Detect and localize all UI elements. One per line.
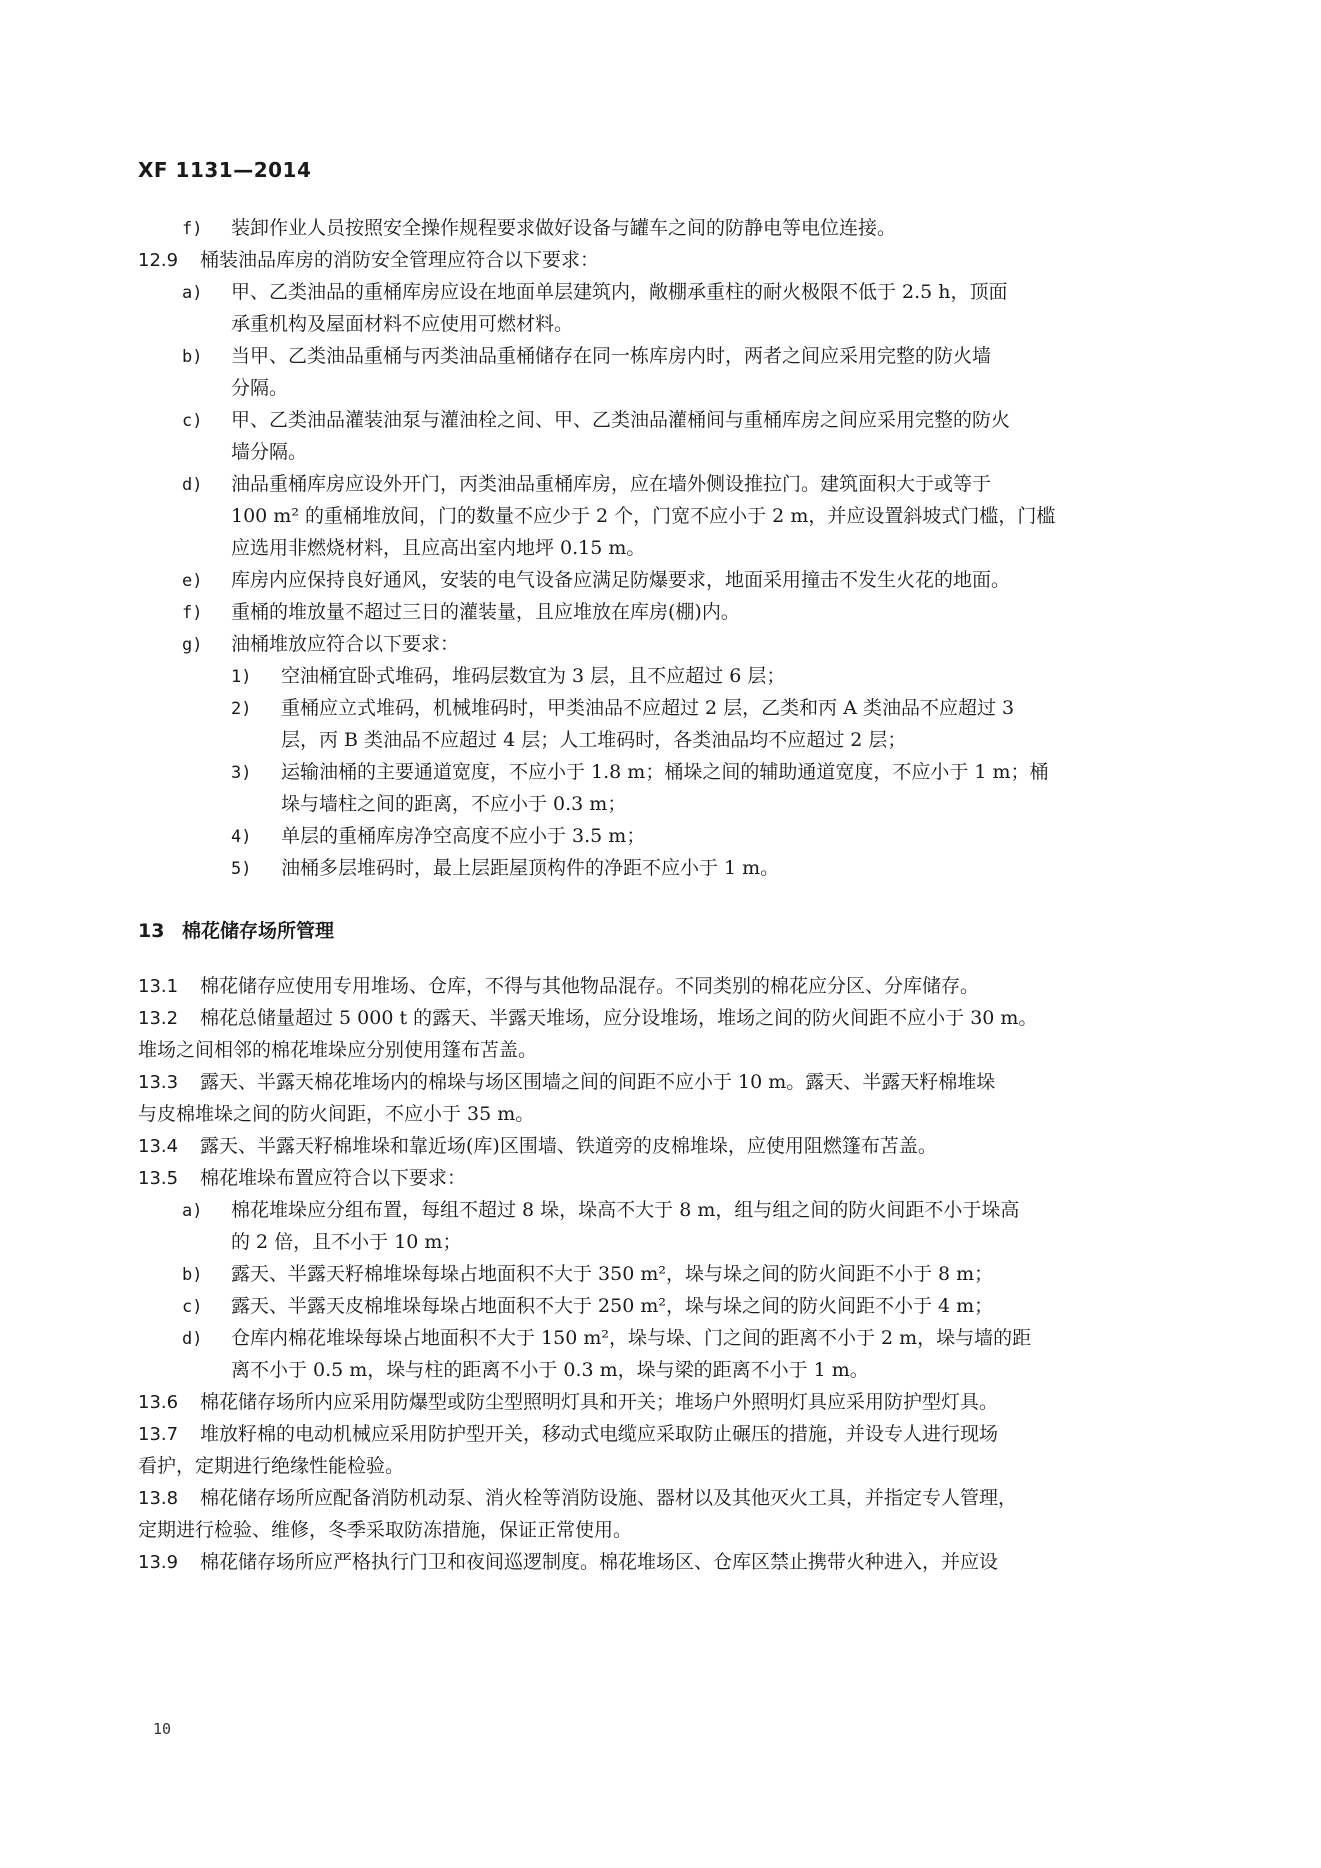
clause-text: 棉花储存场所应严格执行门卫和夜间巡逻制度。棉花堆场区、仓库区禁止携带火种进入，并应设 xyxy=(200,1551,999,1573)
sub-item-text: 重桶应立式堆码，机械堆码时，甲类油品不应超过 2 层，乙类和丙 A 类油品不应超过 3 xyxy=(281,697,1015,719)
item-label: f) xyxy=(182,219,203,239)
item-continuation: 墙分隔。 xyxy=(231,441,308,463)
section-heading xyxy=(138,914,1168,948)
list-item xyxy=(138,212,1168,244)
item-continuation: 100 m² 的重桶堆放间，门的数量不应少于 2 个，门宽不应小于 2 m，并应设置斜坡式门槛，门槛 xyxy=(231,505,1056,527)
sub-item-label: 3) xyxy=(231,763,252,783)
list-item xyxy=(138,1258,1168,1290)
item-label: g) xyxy=(182,635,203,655)
clause-number: 13.8 xyxy=(138,1488,179,1509)
item-text: 装卸作业人员按照安全操作规程要求做好设备与罐车之间的防静电等电位连接。 xyxy=(231,217,897,239)
clause-text: 棉花储存应使用专用堆场、仓库，不得与其他物品混存。不同类别的棉花应分区、分库储存。 xyxy=(200,975,980,997)
clause xyxy=(138,1482,1168,1514)
item-label: c) xyxy=(182,411,203,431)
list-item xyxy=(138,1290,1168,1322)
clause-continuation: 与皮棉堆垛之间的防火间距，不应小于 35 m。 xyxy=(138,1103,535,1125)
clause xyxy=(138,1546,1168,1578)
clause-number: 12.9 xyxy=(138,250,179,271)
sub-item-text: 运输油桶的主要通道宽度，不应小于 1.8 m；桶垛之间的辅助通道宽度，不应小于 1 m；桶 xyxy=(281,761,1049,783)
clause-text: 棉花堆垛布置应符合以下要求： xyxy=(200,1167,467,1189)
list-item xyxy=(138,1322,1168,1354)
clause xyxy=(138,1130,1168,1162)
sub-item-label: 4) xyxy=(231,827,252,847)
clause-text: 桶装油品库房的消防安全管理应符合以下要求： xyxy=(200,249,600,271)
sub-item-continuation: 层，丙 B 类油品不应超过 4 层；人工堆码时，各类油品均不应超过 2 层； xyxy=(281,729,907,751)
item-label: a) xyxy=(182,1201,203,1221)
list-item xyxy=(138,596,1168,628)
item-continuation: 分隔。 xyxy=(231,377,289,399)
item-text: 露天、半露天籽棉堆垛每垛占地面积不大于 350 m²，垛与垛之间的防火间距不小于 8 m； xyxy=(231,1263,994,1285)
section-title: 棉花储存场所管理 xyxy=(182,920,335,942)
clause xyxy=(138,1162,1168,1194)
sub-item xyxy=(138,820,1168,852)
sub-item xyxy=(138,756,1168,788)
clause-number: 13.5 xyxy=(138,1168,179,1189)
item-text: 仓库内棉花堆垛每垛占地面积不大于 150 m²，垛与垛、门之间的距离不小于 2 m，垛与墙的距 xyxy=(231,1327,1032,1349)
clause xyxy=(138,1002,1168,1034)
clause xyxy=(138,1386,1168,1418)
clause xyxy=(138,970,1168,1002)
item-continuation: 承重机构及屋面材料不应使用可燃材料。 xyxy=(231,313,574,335)
item-label: d) xyxy=(182,1329,203,1349)
sub-item-continuation: 垛与墙柱之间的距离，不应小于 0.3 m； xyxy=(281,793,627,815)
item-label: b) xyxy=(182,347,203,367)
list-item xyxy=(138,276,1168,308)
item-text: 油品重桶库房应设外开门，丙类油品重桶库房，应在墙外侧设推拉门。建筑面积大于或等于 xyxy=(231,473,992,495)
item-text: 露天、半露天皮棉堆垛每垛占地面积不大于 250 m²，垛与垛之间的防火间距不小于 4 m； xyxy=(231,1295,994,1317)
clause-number: 13.2 xyxy=(138,1008,179,1029)
clause xyxy=(138,1066,1168,1098)
clause-text: 堆放籽棉的电动机械应采用防护型开关，移动式电缆应采取防止碾压的措施，并设专人进行现场 xyxy=(200,1423,999,1445)
item-label: c) xyxy=(182,1297,203,1317)
clause-number: 13.6 xyxy=(138,1392,179,1413)
item-text: 当甲、乙类油品重桶与丙类油品重桶储存在同一栋库房内时，两者之间应采用完整的防火墙 xyxy=(231,345,992,367)
item-continuation: 的 2 倍，且不小于 10 m； xyxy=(231,1231,462,1253)
list-item xyxy=(138,468,1168,500)
clause-text: 露天、半露天棉花堆场内的棉垛与场区围墙之间的间距不应小于 10 m。露天、半露天籽棉堆垛 xyxy=(200,1071,996,1093)
item-label: b) xyxy=(182,1265,203,1285)
item-text: 棉花堆垛应分组布置，每组不超过 8 垛，垛高不大于 8 m，组与组之间的防火间距不小于垛高 xyxy=(231,1199,1020,1221)
item-text: 库房内应保持良好通风，安装的电气设备应满足防爆要求，地面采用撞击不发生火花的地面。 xyxy=(231,569,1011,591)
sub-item-text: 空油桶宜卧式堆码，堆码层数宜为 3 层，且不应超过 6 层； xyxy=(281,665,786,687)
spacer xyxy=(138,884,1168,914)
clause-text: 棉花储存场所内应采用防爆型或防尘型照明灯具和开关；堆场户外照明灯具应采用防护型灯具。 xyxy=(200,1391,999,1413)
item-label: d) xyxy=(182,475,203,495)
clause-number: 13.4 xyxy=(138,1136,179,1157)
item-text: 甲、乙类油品的重桶库房应设在地面单层建筑内，敞棚承重柱的耐火极限不低于 2.5 h，顶面 xyxy=(231,281,1008,303)
item-continuation: 应选用非燃烧材料，且应高出室内地坪 0.15 m。 xyxy=(231,537,646,559)
clause xyxy=(138,1418,1168,1450)
sub-item-text: 油桶多层堆码时，最上层距屋顶构件的净距不应小于 1 m。 xyxy=(281,857,780,879)
clause-number: 13.1 xyxy=(138,976,179,997)
spacer xyxy=(138,948,1168,970)
sub-item xyxy=(138,660,1168,692)
item-text: 油桶堆放应符合以下要求： xyxy=(231,633,460,655)
page-number: 10 xyxy=(153,1720,172,1738)
clause xyxy=(138,244,1168,276)
sub-item xyxy=(138,692,1168,724)
clause-continuation: 定期进行检验、维修，冬季采取防冻措施，保证正常使用。 xyxy=(138,1519,633,1541)
item-label: a) xyxy=(182,283,203,303)
sub-item-label: 1) xyxy=(231,667,252,687)
sub-item-label: 5) xyxy=(231,859,252,879)
sub-item xyxy=(138,852,1168,884)
item-text: 重桶的堆放量不超过三日的灌装量，且应堆放在库房(棚)内。 xyxy=(231,601,740,623)
list-item xyxy=(138,340,1168,372)
clause-text: 露天、半露天籽棉堆垛和靠近场(库)区围墙、铁道旁的皮棉堆垛，应使用阻燃篷布苫盖。 xyxy=(200,1135,937,1157)
item-text: 甲、乙类油品灌装油泵与灌油栓之间、甲、乙类油品灌桶间与重桶库房之间应采用完整的防火 xyxy=(231,409,1011,431)
clause-number: 13.3 xyxy=(138,1072,179,1093)
item-continuation: 离不小于 0.5 m，垛与柱的距离不小于 0.3 m，垛与梁的距离不小于 1 m。 xyxy=(231,1359,869,1381)
list-item xyxy=(138,564,1168,596)
item-label: f) xyxy=(182,603,203,623)
clause-number: 13.7 xyxy=(138,1424,179,1445)
clause-text: 棉花总储量超过 5 000 t 的露天、半露天堆场，应分设堆场，堆场之间的防火间距不应小于 30 m。 xyxy=(200,1007,1038,1029)
clause-continuation: 堆场之间相邻的棉花堆垛应分别使用篷布苫盖。 xyxy=(138,1039,538,1061)
sub-item-label: 2) xyxy=(231,699,252,719)
document-body xyxy=(138,212,1168,1578)
list-item xyxy=(138,628,1168,660)
sub-item-text: 单层的重桶库房净空高度不应小于 3.5 m； xyxy=(281,825,646,847)
section-number: 13 xyxy=(138,920,165,942)
clause-text: 棉花储存场所应配备消防机动泵、消火栓等消防设施、器材以及其他灭火工具，并指定专人管理， xyxy=(200,1487,1018,1509)
document-code: XF 1131—2014 xyxy=(138,158,312,182)
clause-number: 13.9 xyxy=(138,1552,179,1573)
item-label: e) xyxy=(182,571,203,591)
list-item xyxy=(138,1194,1168,1226)
list-item xyxy=(138,404,1168,436)
clause-continuation: 看护，定期进行绝缘性能检验。 xyxy=(138,1455,405,1477)
